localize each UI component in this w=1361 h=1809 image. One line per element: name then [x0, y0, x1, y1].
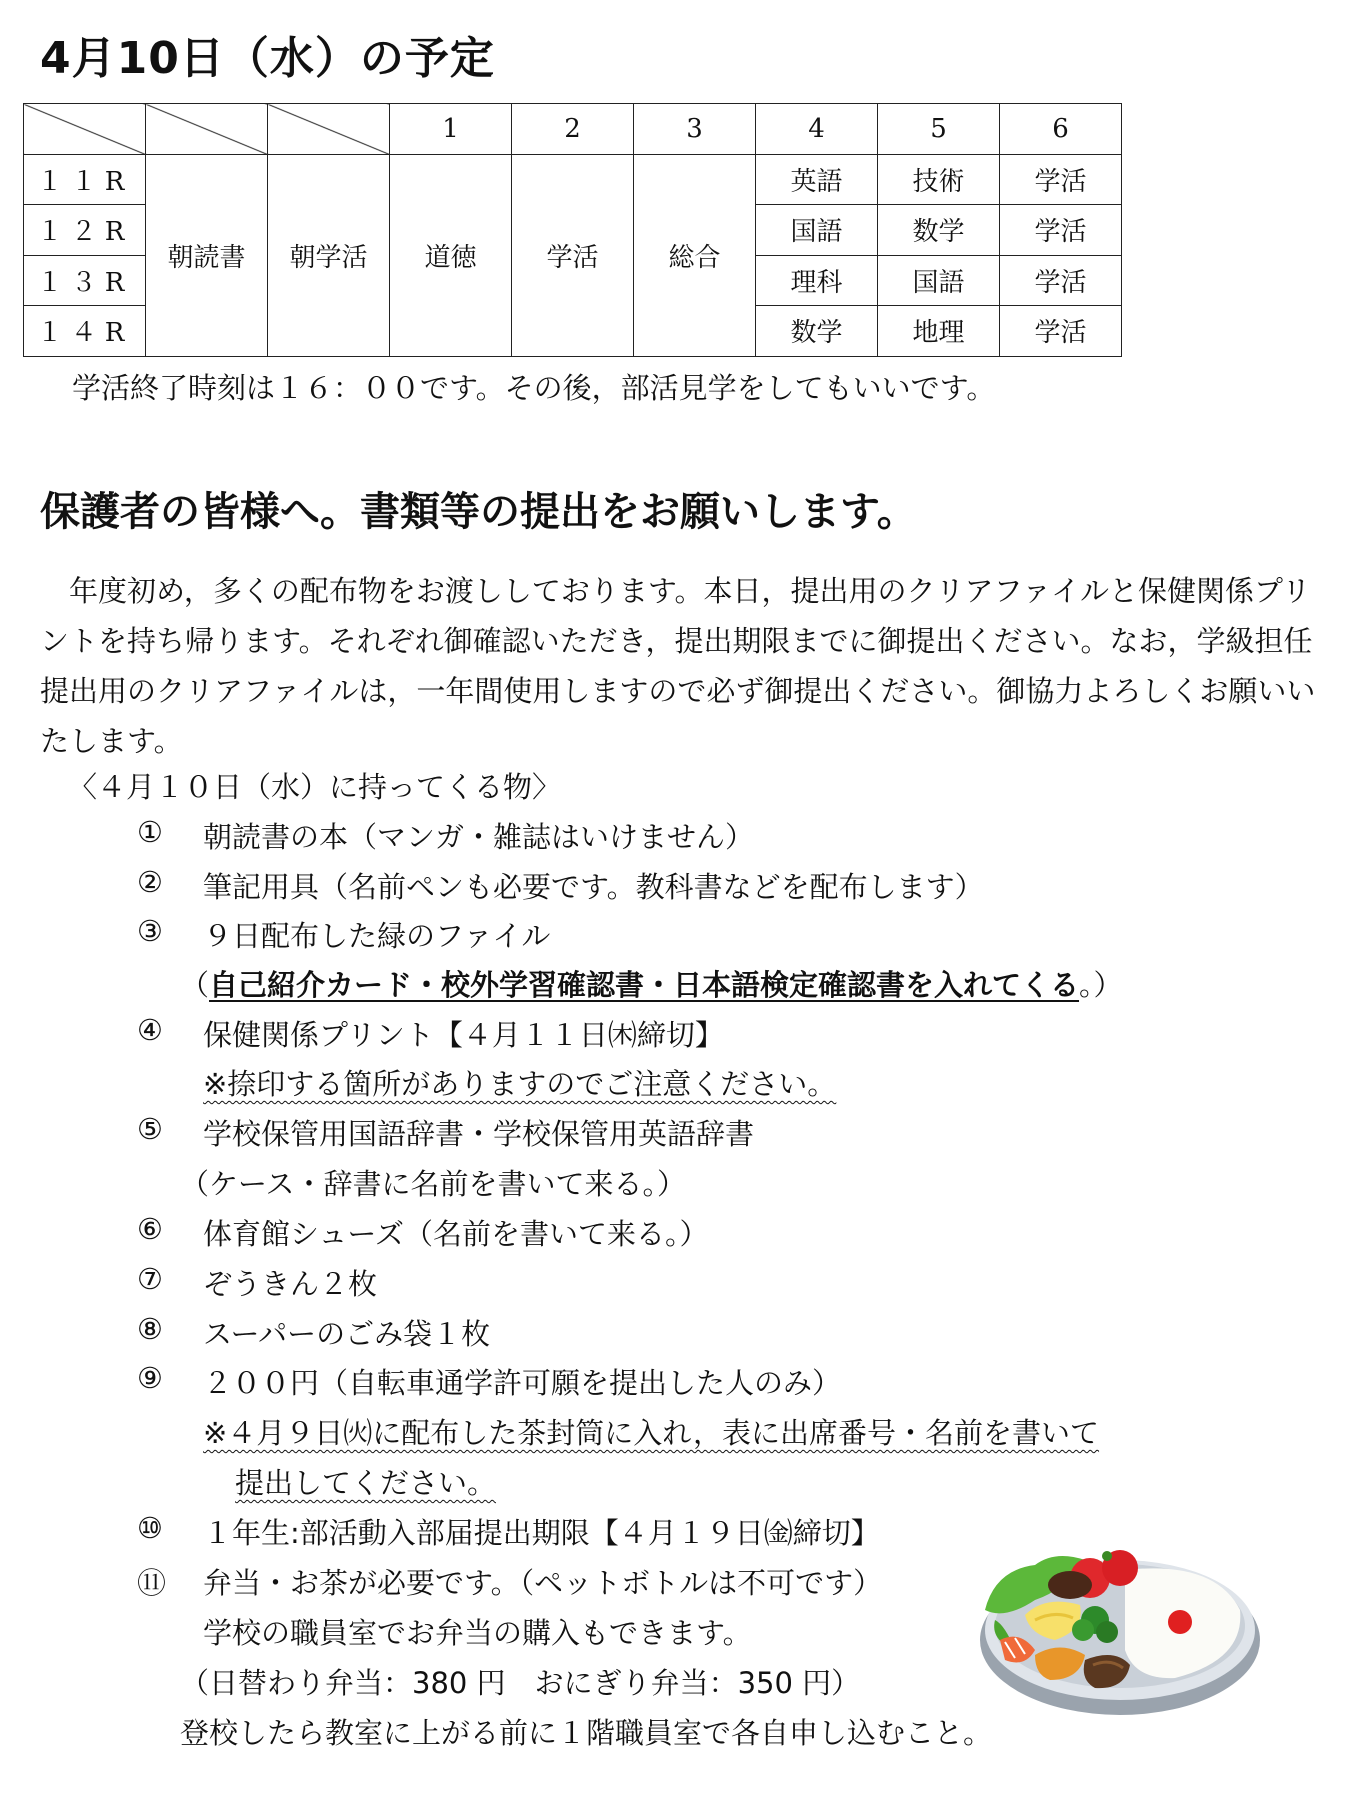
table-header-row	[24, 104, 1122, 155]
list-item-subline: （日替わり弁当：380 円 おにぎり弁当：350 円）	[180, 1666, 861, 1700]
subject-cell: 数学	[878, 205, 1000, 256]
paren-open: （	[180, 968, 210, 1002]
list-heading: 〈４月１０日（水）に持ってくる物〉	[68, 770, 562, 804]
subject-cell: 技術	[878, 154, 1000, 205]
class-label: １１R	[24, 154, 146, 205]
list-item-subline: （ケース・辞書に名前を書いて来る。）	[180, 1167, 687, 1201]
subject-cell: 地理	[878, 306, 1000, 357]
period-header: 2	[512, 104, 634, 155]
item-number: ⑨	[137, 1361, 163, 1395]
diagonal-cell	[24, 104, 146, 155]
subject-cell: 学活	[1000, 255, 1122, 306]
list-item-note: ※４月９日㈫に配布した茶封筒に入れ，表に出席番号・名前を書いて	[203, 1416, 1100, 1450]
subject-cell: 国語	[756, 205, 878, 256]
section-title: 保護者の皆様へ。書類等の提出をお願いします。	[40, 489, 917, 535]
shared-cell: 総合	[634, 154, 756, 356]
underlined-instruction: 自己紹介カード・校外学習確認書・日本語検定確認書を入れてくる	[209, 968, 1080, 1002]
shared-cell: 朝読書	[146, 154, 268, 356]
paragraph-text: 年度初め，多くの配布物をお渡ししております。本日，提出用のクリアファイルと保健関係プリントを持ち帰ります。それぞれ御確認いただき，提出期限までに御提出ください。なお，学級担任提出用のクリアファイルは，一年間使用しますので必ず御提出ください。御協力よろしくお願いいたします。	[40, 574, 1316, 758]
period-header: 5	[878, 104, 1000, 155]
subject-cell: 学活	[1000, 205, 1122, 256]
list-item: 保健関係プリント【４月１１日㈭締切】	[203, 1018, 724, 1052]
class-label: １２R	[24, 205, 146, 256]
item-number: ③	[137, 914, 163, 948]
shared-cell: 朝学活	[268, 154, 390, 356]
schedule-note: 学活終了時刻は１６：００です。その後，部活見学をしてもいいです。	[72, 371, 996, 405]
table-row	[24, 154, 1122, 205]
list-item: スーパーのごみ袋１枚	[203, 1317, 491, 1351]
item-number: ⑪	[137, 1566, 167, 1600]
diagonal-cell	[268, 104, 390, 155]
item-number: ⑥	[137, 1212, 163, 1246]
item-number: ⑤	[137, 1112, 163, 1146]
bento-box-illustration	[975, 1530, 1265, 1720]
shared-cell: 学活	[512, 154, 634, 356]
list-item-subline: 登校したら教室に上がる前に１階職員室で各自申し込むこと。	[180, 1716, 993, 1750]
subject-cell: 学活	[1000, 306, 1122, 357]
list-item-note: 提出してください。	[235, 1466, 497, 1500]
subject-cell: 理科	[756, 255, 878, 306]
period-header: 3	[634, 104, 756, 155]
class-label: １３R	[24, 255, 146, 306]
subject-cell: 英語	[756, 154, 878, 205]
item-number: ②	[137, 865, 163, 899]
diagonal-cell	[146, 104, 268, 155]
page-title: 4月10日（水）の予定	[40, 33, 495, 84]
list-item: ９日配布した緑のファイル	[203, 919, 551, 953]
period-header: 1	[390, 104, 512, 155]
list-item: １年生:部活動入部届提出期限【４月１９日㈮締切】	[203, 1516, 880, 1550]
list-item-note: ※捺印する箇所がありますのでご注意ください。	[203, 1067, 837, 1101]
list-item: 朝読書の本（マンガ・雑誌はいけません）	[203, 820, 755, 854]
period-header: 6	[1000, 104, 1122, 155]
list-item: ぞうきん２枚	[203, 1267, 378, 1301]
item-number: ⑦	[137, 1262, 163, 1296]
item-number: ①	[137, 815, 163, 849]
notice-paragraph	[40, 566, 1330, 766]
paren-close: 。）	[1079, 968, 1123, 1002]
list-item-subline: 学校の職員室でお弁当の購入もできます。	[203, 1616, 752, 1650]
period-header: 4	[756, 104, 878, 155]
list-item: 筆記用具（名前ペンも必要です。教科書などを配布します）	[203, 870, 984, 904]
list-item-subline	[180, 963, 1123, 1004]
class-label: １４R	[24, 306, 146, 357]
list-item: 学校保管用国語辞書・学校保管用英語辞書	[203, 1117, 755, 1151]
item-number: ⑩	[137, 1511, 163, 1545]
list-item: 弁当・お茶が必要です。（ペットボトルは不可です）	[203, 1566, 883, 1600]
item-number: ④	[137, 1013, 163, 1047]
schedule-table	[23, 103, 1122, 357]
subject-cell: 国語	[878, 255, 1000, 306]
list-item: ２００円（自転車通学許可願を提出した人のみ）	[203, 1366, 842, 1400]
list-item: 体育館シューズ（名前を書いて来る。）	[203, 1217, 709, 1251]
item-number: ⑧	[137, 1312, 163, 1346]
subject-cell: 数学	[756, 306, 878, 357]
shared-cell: 道徳	[390, 154, 512, 356]
subject-cell: 学活	[1000, 154, 1122, 205]
